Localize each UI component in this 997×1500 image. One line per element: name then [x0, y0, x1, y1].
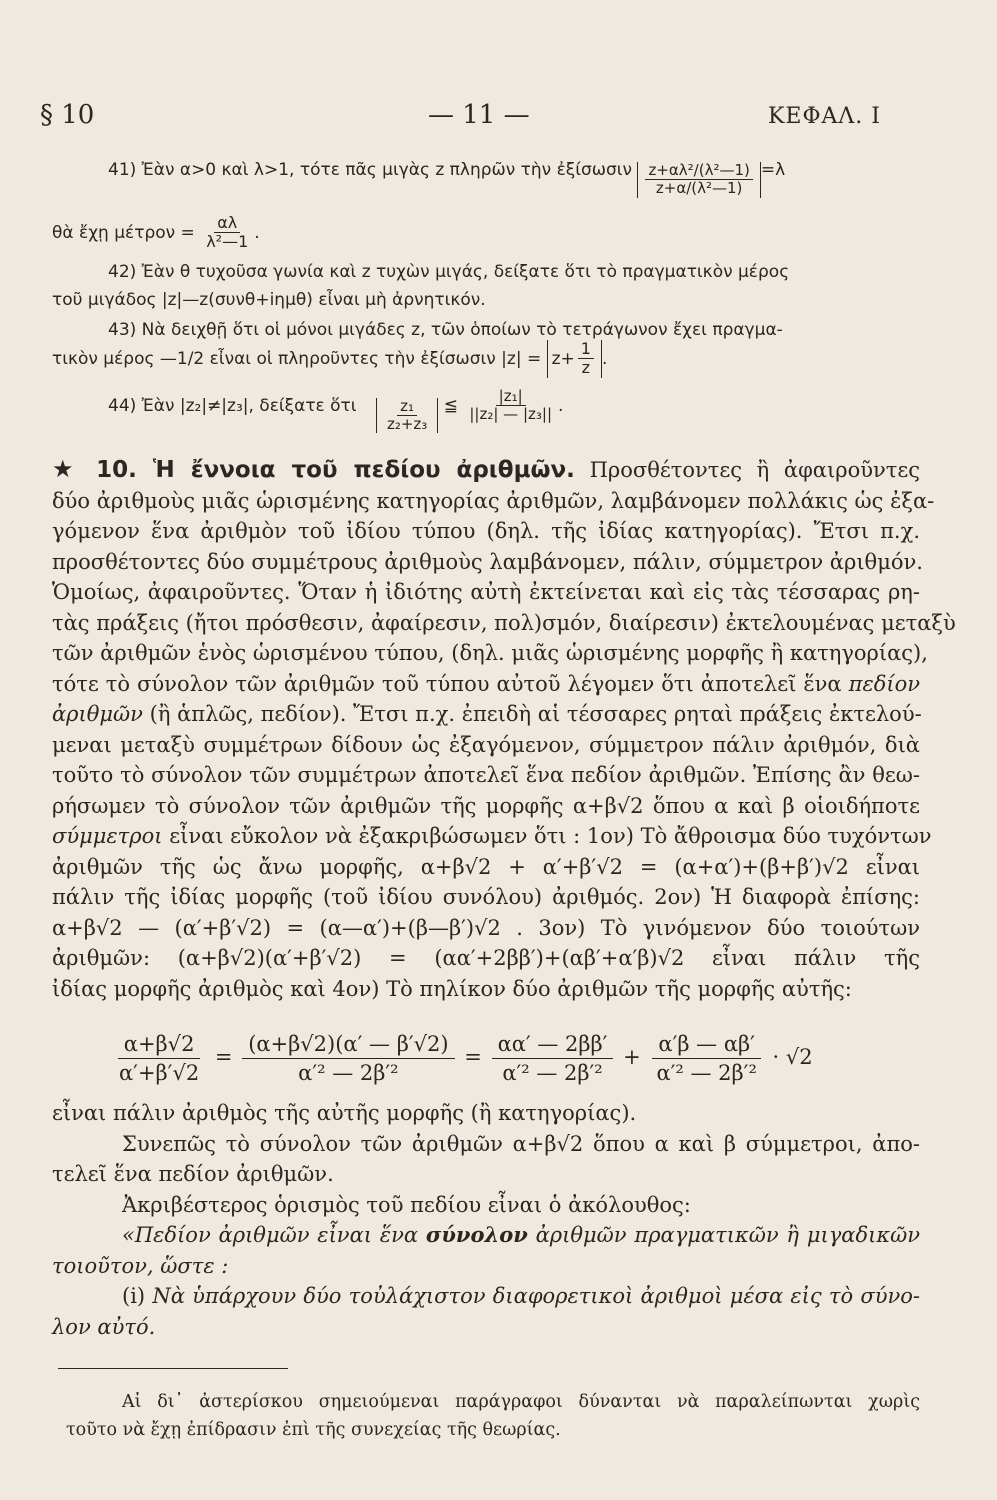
- ex41-num: z+αλ²/(λ²—1): [645, 162, 752, 180]
- body-line: Ὁμοίως, ἀφαιροῦντες. Ὅταν ἡ ἰδιότης αὐτὴ ἐκτείνεται καὶ εἰς τὰς τέσσαρας ρη-: [52, 580, 920, 604]
- exercise-41-result: [52, 214, 260, 252]
- section-marker: § 10: [40, 100, 95, 130]
- ex44-lhs: [376, 398, 438, 434]
- formula-f2-num: (α+β√2)(α′ — β′√2): [242, 1030, 454, 1059]
- body-line: τοῦτο τὸ σύνολον τῶν συμμέτρων ἀποτελεῖ ἕνα πεδίον ἀριθμῶν. Ἐπίσης ἂν θεω-: [52, 763, 920, 787]
- ex43-frac-num: 1: [578, 340, 594, 359]
- formula-f2-den: α′² — 2β′²: [298, 1061, 399, 1086]
- item-text: Νὰ ὑπάρχουν δύο τοὐλάχιστον διαφορετικοὶ ἀριθμοὶ μέσα εἰς τὸ σύνο-: [152, 1284, 920, 1308]
- formula-f4-den: α′² — 2β′²: [656, 1061, 757, 1086]
- ex41-den: z+α/(λ²—1): [655, 179, 743, 198]
- exercise-42-line2: τοῦ μιγάδος |z|—z(συνθ+iημθ) εἶναι μὴ ἀρνητικόν.: [52, 290, 486, 310]
- body-text: (ἢ ἁπλῶς, πεδίον). Ἔτσι π.χ. ἐπειδὴ αἱ τέσσαρες ρηταὶ πράξεις ἐκτελού-: [149, 702, 922, 726]
- definition-item: [52, 1281, 920, 1312]
- formula-f1-num: α+β√2: [118, 1030, 201, 1059]
- ex43-end: .: [601, 348, 608, 369]
- footnote-line: Αἱ δι᾽ ἀστερίσκου σημειούμεναι παράγραφοι δύνανται νὰ παραλείπωνται χωρὶς: [122, 1392, 920, 1412]
- body-line: [52, 821, 932, 852]
- section-10-text: [52, 454, 956, 1004]
- footnote-line: τοῦτο νὰ ἔχῃ ἐπίδρασιν ἐπὶ τῆς συνεχείας τῆς θεωρίας.: [66, 1420, 561, 1440]
- formula-f3-num: αα′ — 2ββ′: [492, 1030, 614, 1059]
- footnote: [66, 1388, 920, 1444]
- section-title: 10. Ἡ ἔννοια τοῦ πεδίου ἀριθμῶν.: [96, 457, 575, 483]
- exercise-43-line1: 43) Νὰ δειχθῇ ὅτι οἱ μόνοι μιγάδες z, τῶν ὁποίων τὸ τετράγωνον ἔχει πραγμα-: [108, 320, 783, 340]
- ex41-frac-num: αλ: [214, 214, 240, 233]
- ex44-end: .: [558, 395, 564, 416]
- formula-f3-den: α′² — 2β′²: [502, 1061, 603, 1086]
- ex43-abs-lead: z+: [551, 348, 575, 369]
- ex41-abs: [637, 162, 760, 198]
- body-text: εἶναι εὔκολον νὰ ἐξακριβώσωμεν ὅτι : 1ον) Τὸ ἄθροισμα δύο τυχόντων: [169, 824, 932, 848]
- exercise-43-line2: [52, 340, 607, 378]
- ex44-intro: 44) Ἐὰν |z₂|≠|z₃|, δείξατε ὅτι: [108, 395, 357, 416]
- star-icon: ★: [52, 455, 82, 483]
- ex41-line2: θὰ ἔχῃ μέτρον =: [52, 222, 195, 243]
- body-line: ρήσωμεν τὸ σύνολον τῶν ἀριθμῶν τῆς μορφῆς α+β√2 ὅπου α καὶ β οἱοιδήποτε: [52, 793, 920, 818]
- footnote-rule: [58, 1368, 288, 1369]
- body-line: Συνεπῶς τὸ σύνολον τῶν ἀριθμῶν α+β√2 ὅπου α καὶ β σύμμετροι, ἀπο-: [122, 1131, 920, 1156]
- body-line: πάλιν τῆς ἰδίας μορφῆς (τοῦ ἰδίου συνόλου) ἀριθμός. 2ον) Ἡ διαφορὰ ἐπίσης:: [52, 885, 920, 909]
- quotient-formula: [110, 1030, 890, 1100]
- formula-eq1: =: [214, 1045, 233, 1070]
- formula-eq2: =: [464, 1045, 482, 1070]
- ex44-lhs-den: z₂+z₃: [386, 415, 428, 433]
- definition-line: τοιοῦτον, ὥστε :: [52, 1253, 229, 1278]
- ex44-lhs-num: z₁: [397, 398, 417, 416]
- body-line: τελεῖ ἕνα πεδίον ἀριθμῶν.: [52, 1162, 334, 1186]
- chapter-label: ΚΕΦΑΛ. Ι: [768, 104, 881, 129]
- body-line: γόμενον ἕνα ἀριθμὸν τοῦ ἰδίου τύπου (δηλ. τῆς ἰδίας κατηγορίας). Ἔτσι π.χ.: [52, 519, 920, 543]
- body-line: Ἀκριβέστερος ὁρισμὸς τοῦ πεδίου εἶναι ὁ ἀκόλουθος:: [122, 1192, 691, 1217]
- body-line: ἀριθμῶν: (α+β√2)(α′+β′√2) = (αα′+2ββ′)+(αβ′+α′β)√2 εἶναι πάλιν τῆς: [52, 946, 920, 970]
- item-label: (i): [122, 1284, 146, 1308]
- body-line: [52, 699, 920, 730]
- italic-term: ἀριθμῶν: [52, 702, 143, 726]
- ex41-rhs: =λ: [760, 160, 786, 180]
- ex44-rhs-den: ||z₂| — |z₃||: [469, 405, 552, 424]
- exercise-41: [108, 160, 785, 198]
- ex43-abs: [547, 340, 602, 378]
- formula-plus: +: [623, 1045, 641, 1070]
- body-line: προσθέτοντες δύο συμμέτρους ἀριθμοὺς λαμβάνομεν, πάλιν, σύμμετρον ἀριθμόν.: [52, 549, 923, 574]
- body-line: ἰδίας μορφῆς ἀριθμὸς καὶ 4ον) Τὸ πηλίκον δύο ἀριθμῶν τῆς μορφῆς αὐτῆς:: [52, 976, 852, 1001]
- ex44-rhs-num: |z₁|: [496, 388, 526, 406]
- exercise-44: [108, 388, 563, 433]
- body-line: τῶν ἀριθμῶν ἑνὸς ὡρισμένου τύπου, (δηλ. μιᾶς ὡρισμένης μορφῆς ἢ κατηγορίας),: [52, 641, 928, 665]
- ex41-end: .: [254, 222, 260, 243]
- body-line: μεναι μεταξὺ συμμέτρων δίδουν ὡς ἐξαγόμενον, σύμμετρον πάλιν ἀριθμόν, διὰ: [52, 732, 920, 757]
- definition-line: [52, 1220, 920, 1251]
- body-text: τότε τὸ σύνολον τῶν ἀριθμῶν τοῦ τύπου αὐτοῦ λέγομεν ὅτι ἀποτελεῖ ἕνα: [52, 671, 842, 696]
- section-10-continuation: [52, 1098, 920, 1342]
- body-line: Προσθέτοντες ἢ ἀφαιροῦντες: [589, 458, 921, 482]
- body-line: τὰς πράξεις (ἤτοι πρόσθεσιν, ἀφαίρεσιν, πολ)σμόν, διαίρεσιν) ἐκτελουμένας μεταξὺ: [52, 610, 956, 635]
- item-text: λον αὐτό.: [52, 1314, 156, 1339]
- definition-text: ἀριθμῶν πραγματικῶν ἢ μιγαδικῶν: [535, 1223, 920, 1247]
- body-line: εἶναι πάλιν ἀριθμὸς τῆς αὐτῆς μορφῆς (ἢ κατηγορίας).: [52, 1101, 637, 1125]
- ex43-text: τικὸν μέρος —1/2 εἶναι οἱ πληροῦντες τὴν ἐξίσωσιν |z| =: [52, 348, 542, 369]
- formula-f4-num: α′β — αβ′: [652, 1030, 761, 1059]
- body-line: α+β√2 — (α′+β′√2) = (α—α′)+(β—β′)√2 . 3ον) Τὸ γινόμενον δύο τοιούτων: [52, 915, 920, 940]
- ex41-intro: 41) Ἐὰν α>0 καὶ λ>1, τότε πᾶς μιγὰς z πληρῶν τὴν ἐξίσωσιν: [108, 160, 633, 180]
- definition-text: «Πεδίον ἀριθμῶν εἶναι ἕνα: [122, 1223, 419, 1247]
- italic-term: πεδίον: [848, 671, 920, 696]
- bold-term: σύνολον: [425, 1222, 528, 1247]
- body-line: ἀριθμῶν τῆς ὡς ἄνω μορφῆς, α+β√2 + α′+β′√2 = (α+α′)+(β+β′)√2 εἶναι: [52, 854, 920, 879]
- ex41-frac-den: λ²—1: [206, 232, 249, 252]
- body-line: δύο ἀριθμοὺς μιᾶς ὡρισμένης κατηγορίας ἀριθμῶν, λαμβάνομεν πολλάκις ὡς ἐξα-: [52, 488, 935, 513]
- body-line: [52, 669, 920, 700]
- ex43-frac-den: z: [581, 358, 591, 378]
- ex44-relation: ≦: [443, 395, 458, 416]
- italic-term: σύμμετροι: [52, 824, 163, 848]
- formula-tail: · √2: [772, 1045, 813, 1070]
- exercise-42-line1: 42) Ἐὰν θ τυχοῦσα γωνία καὶ z τυχὼν μιγάς, δείξατε ὅτι τὸ πραγματικὸν μέρος: [108, 262, 790, 282]
- page-number: — 11 —: [428, 100, 530, 130]
- formula-f1-den: α′+β′√2: [119, 1061, 200, 1086]
